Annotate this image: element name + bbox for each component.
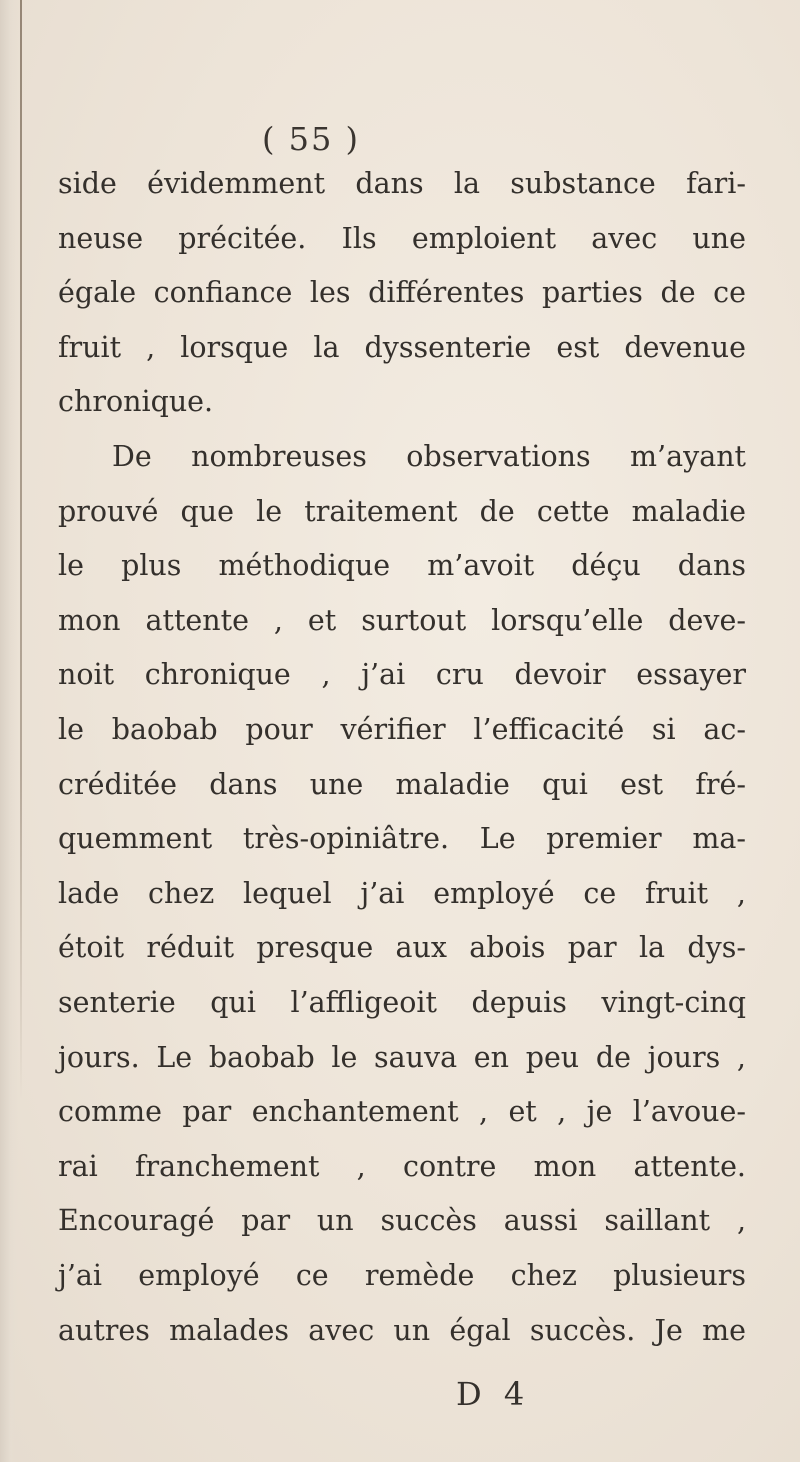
- text-line-3: égale confiance les différentes parties de ce: [58, 276, 746, 310]
- page-number: ( 55 ): [262, 120, 361, 158]
- text-line-10: noit chronique , j’ai cru devoir essayer: [58, 658, 746, 692]
- text-line-8: le plus méthodique m’avoit déçu dans: [58, 549, 746, 583]
- text-line-20: Encouragé par un succès aussi saillant ,: [58, 1204, 746, 1238]
- text-line-16: senterie qui l’affligeoit depuis vingt-cinq: [58, 986, 746, 1019]
- text-line-9: mon attente , et surtout lorsqu’elle deve-: [58, 603, 746, 637]
- text-line-5: chronique.: [58, 385, 214, 419]
- text-line-17: jours. Le baobab le sauva en peu de jours ,: [58, 1040, 746, 1074]
- text-line-11: le baobab pour vérifier l’efficacité si ac-: [58, 713, 746, 746]
- text-line-21: j’ai employé ce remède chez plusieurs: [58, 1259, 746, 1292]
- text-line-14: lade chez lequel j’ai employé ce fruit ,: [58, 876, 746, 910]
- text-line-19: rai franchement , contre mon attente.: [58, 1149, 746, 1183]
- text-line-18: comme par enchantement , et , je l’avoue-: [58, 1095, 746, 1129]
- binding-shadow: [0, 0, 18, 1462]
- text-line-15: étoit réduit presque aux abois par la dys-: [58, 931, 746, 965]
- text-line-2: neuse précitée. Ils emploient avec une: [58, 221, 746, 255]
- text-line-6: De nombreuses observations m’ayant: [112, 440, 746, 473]
- text-line-12: créditée dans une maladie qui est fré-: [58, 767, 746, 801]
- page-edge-line: [20, 0, 22, 1100]
- text-line-13: quemment très-opiniâtre. Le premier ma-: [58, 822, 746, 856]
- text-line-1: side évidemment dans la substance fari-: [58, 167, 746, 200]
- signature-mark: D 4: [456, 1375, 531, 1414]
- text-line-22: autres malades avec un égal succès. Je me: [58, 1313, 746, 1347]
- text-line-4: fruit , lorsque la dyssenterie est devenue: [58, 330, 746, 364]
- text-line-7: prouvé que le traitement de cette maladie: [58, 494, 746, 528]
